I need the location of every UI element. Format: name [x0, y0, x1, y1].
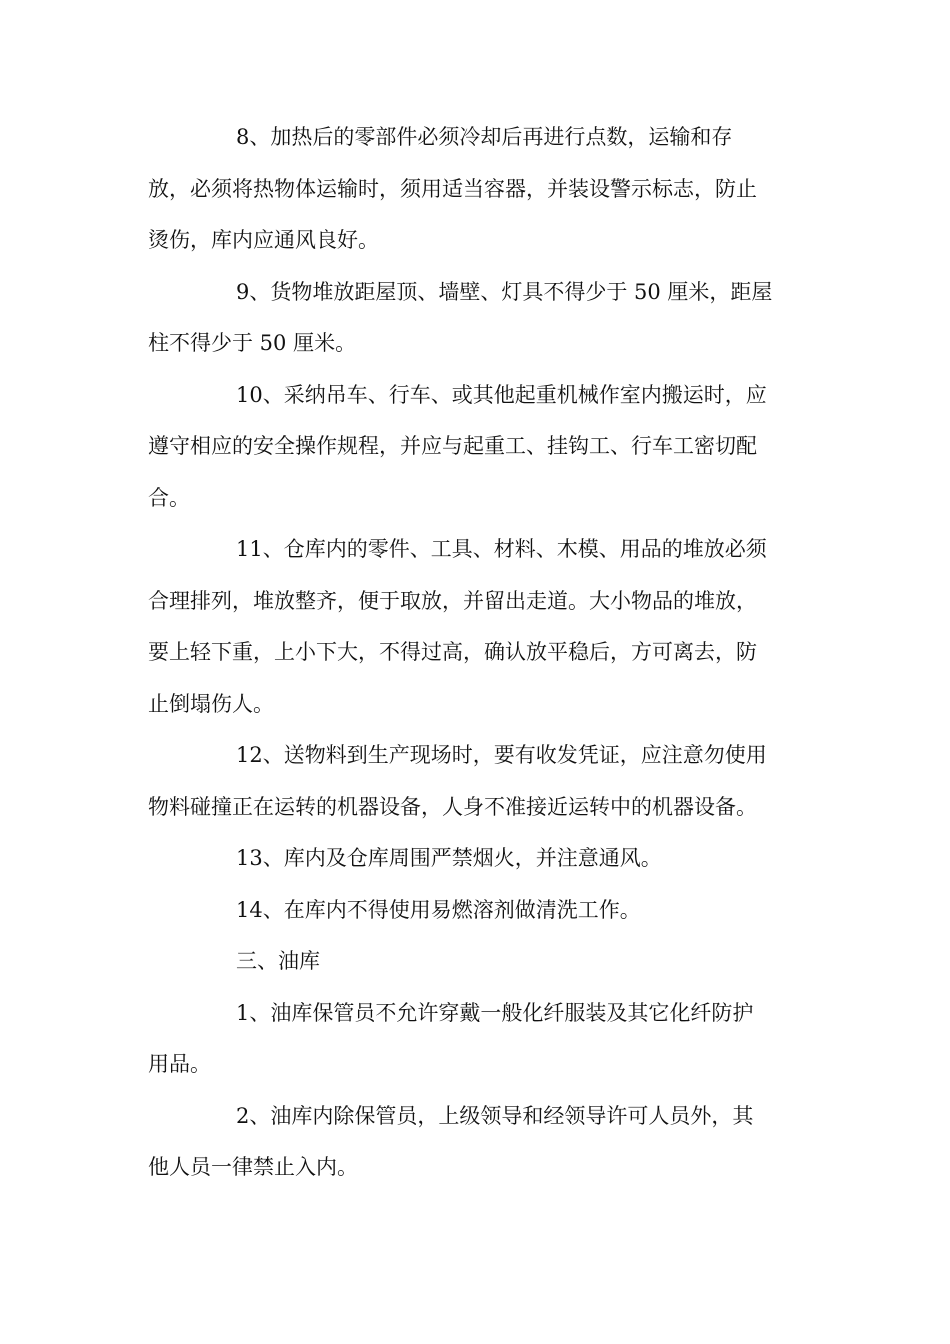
paragraph-line: 止倒塌伤人。 — [148, 691, 274, 716]
paragraph-line: 放，必须将热物体运输时，须用适当容器，并装设警示标志，防止 — [148, 176, 757, 201]
paragraph-line: 10、采纳吊车、行车、或其他起重机械作室内搬运时，应 — [236, 382, 767, 407]
paragraph-line: 物料碰撞正在运转的机器设备，人身不准接近运转中的机器设备。 — [148, 794, 757, 819]
paragraph-line: 13、库内及仓库周围严禁烟火，并注意通风。 — [236, 846, 662, 870]
paragraph-line: 9、货物堆放距屋顶、墙壁、灯具不得少于 50 厘米，距屋 — [236, 279, 773, 304]
paragraph-line: 烫伤，库内应通风良好。 — [148, 228, 379, 252]
paragraph-line: 合。 — [148, 485, 190, 510]
document-page — [148, 112, 802, 1194]
paragraph-line: 合理排列，堆放整齐，便于取放，并留出走道。大小物品的堆放， — [148, 588, 757, 613]
paragraph-line: 11、仓库内的零件、工具、材料、木模、用品的堆放必须 — [236, 537, 767, 561]
paragraph-line: 他人员一律禁止入内。 — [148, 1155, 358, 1179]
paragraph-line: 14、在库内不得使用易燃溶剂做清洗工作。 — [236, 897, 641, 922]
paragraph-item-oil-1 — [148, 988, 802, 1091]
paragraph-line: 柱不得少于 50 厘米。 — [148, 331, 357, 355]
section-heading — [148, 936, 802, 988]
paragraph-item-11 — [148, 524, 802, 730]
section-heading-line: 三、油库 — [236, 949, 320, 973]
paragraph-line: 8、加热后的零部件必须冷却后再进行点数，运输和存 — [236, 125, 733, 149]
paragraph-item-8 — [148, 112, 802, 267]
paragraph-item-12 — [148, 730, 802, 833]
paragraph-item-10 — [148, 370, 802, 525]
paragraph-line: 12、送物料到生产现场时，要有收发凭证，应注意勿使用 — [236, 743, 767, 767]
paragraph-item-9 — [148, 267, 802, 370]
paragraph-item-14 — [148, 885, 802, 937]
paragraph-item-oil-2 — [148, 1091, 802, 1194]
paragraph-line: 遵守相应的安全操作规程，并应与起重工、挂钩工、行车工密切配 — [148, 434, 757, 458]
paragraph-line: 2、油库内除保管员，上级领导和经领导许可人员外，其 — [236, 1103, 754, 1128]
paragraph-line: 用品。 — [148, 1052, 211, 1076]
paragraph-item-13 — [148, 833, 802, 885]
paragraph-line: 要上轻下重，上小下大，不得过高，确认放平稳后，方可离去，防 — [148, 640, 757, 664]
paragraph-line: 1、油库保管员不允许穿戴一般化纤服装及其它化纤防护 — [236, 1000, 754, 1025]
